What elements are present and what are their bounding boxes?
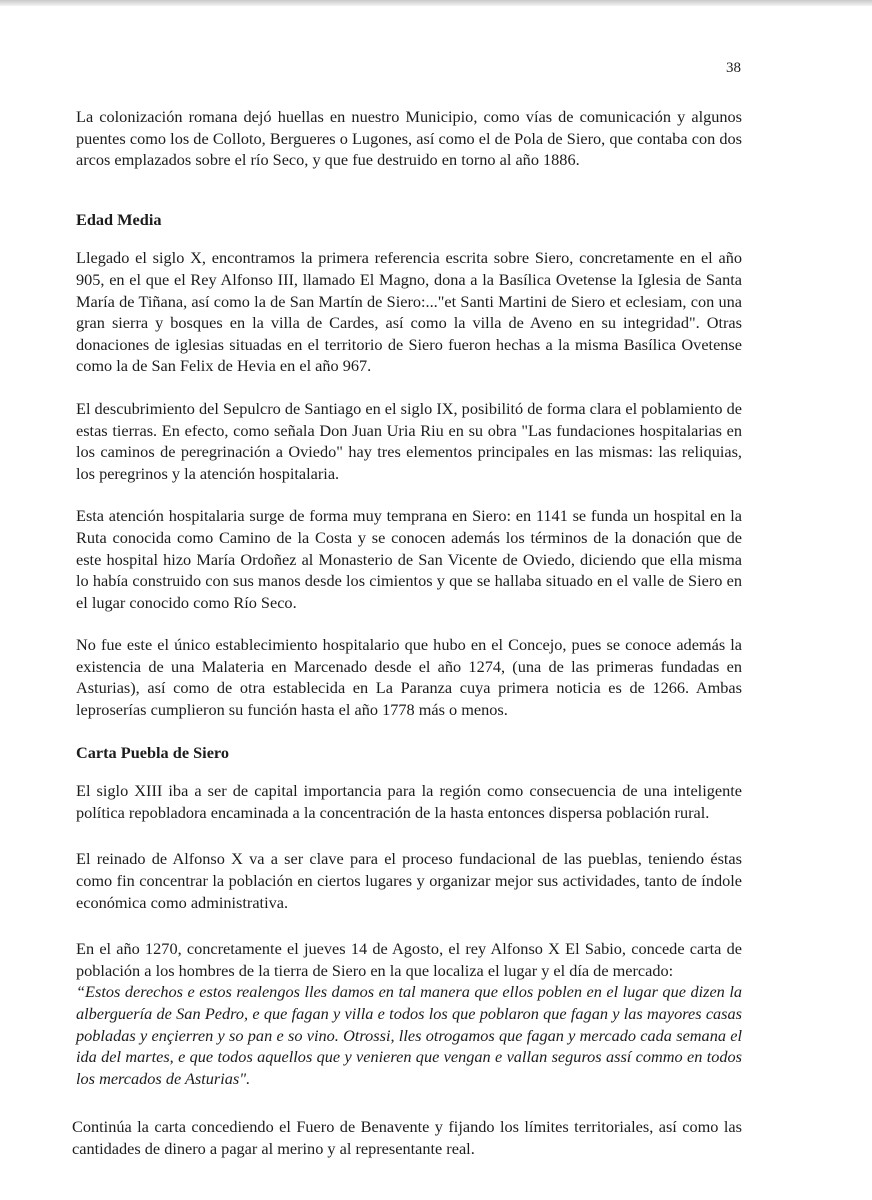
paragraph-edad-media-3: Esta atención hospitalaria surge de forma muy temprana en Siero: en 1141 se funda un hospital en la Ruta conocida como Camino de la Costa y se conocen además los términos de la donación que de este hospital hizo María Ordoñez al Monasterio de San Vicente de Oviedo, diciendo que ella misma lo había construido con sus manos desde los cimientos y que se hallaba situado en el valle de Siero en el lugar conocido como Río Seco. xyxy=(76,506,742,612)
section-heading-edad-media: Edad Media xyxy=(76,209,162,229)
page-number: 38 xyxy=(726,60,741,76)
paragraph-closing: Continúa la carta concediendo el Fuero de Benavente y fijando los límites territoriales, así como las cantidades de dinero a pagar al merino y al representante real. xyxy=(72,1117,742,1158)
intro-paragraph: La colonización romana dejó huellas en nuestro Municipio, como vías de comunicación y algunos puentes como los de Colloto, Bergueres o Lugones, así como el de Pola de Siero, que contaba con dos arcos emplazados sobre el río Seco, y que fue destruido en torno al año 1886. xyxy=(76,107,742,170)
charter-quote: “Estos derechos e estos realengos lles damos en tal manera que ellos poblen en el lugar que dizen la alberguería de San Pedro, e que fagan y villa e todos los que poblaron que fagan y las mayores casas pobladas y ençierren y so pan e so vino. Otrossi, lles otrogamos que fagan y mercado cada semana el ida del martes, e que todos aquellos que y venieren que vengan e vallan seguros assí commo en todos los mercados de Asturias". xyxy=(76,982,742,1088)
section-heading-carta-puebla: Carta Puebla de Siero xyxy=(76,742,230,762)
paragraph-edad-media-1: Llegado el siglo X, encontramos la primera referencia escrita sobre Siero, concretamente en el año 905, en el que el Rey Alfonso III, llamado El Magno, dona a la Basílica Ovetense la Iglesia de Santa María de Tiñana, así como la de San Martín de Siero:..."et Santi Martini de Siero et eclesiam, con una gran sierra y bosques en la villa de Cardes, así como la villa de Aveno en su integridad". Otras donaciones de iglesias situadas en el territorio de Siero fueron hechas a la misma Basílica Ovetense como la de San Felix de Hevia en el año 967. xyxy=(76,248,742,376)
page-top-edge xyxy=(0,0,872,6)
paragraph-carta-puebla-2: El reinado de Alfonso X va a ser clave para el proceso fundacional de las pueblas, teniendo éstas como fin concentrar la población en ciertos lugares y organizar mejor sus actividades, tanto de índole económica como administrativa. xyxy=(76,849,742,912)
paragraph-carta-puebla-1: El siglo XIII iba a ser de capital importancia para la región como consecuencia de una inteligente política repobladora encaminada a la concentración de la hasta entonces dispersa población rural. xyxy=(76,781,742,822)
paragraph-edad-media-2: El descubrimiento del Sepulcro de Santiago en el siglo IX, posibilitó de forma clara el poblamiento de estas tierras. En efecto, como señala Don Juan Uria Riu en su obra "Las fundaciones hospitalarias en los caminos de peregrinación a Oviedo" hay tres elementos principales en las mismas: las reliquias, los peregrinos y la atención hospitalaria. xyxy=(76,398,742,483)
paragraph-carta-poblacion: En el año 1270, concretamente el jueves 14 de Agosto, el rey Alfonso X El Sabio, concede carta de población a los hombres de la tierra de Siero en la que localiza el lugar y el día de mercado: xyxy=(76,939,742,980)
document-body xyxy=(72,106,742,1160)
paragraph-edad-media-4: No fue este el único establecimiento hospitalario que hubo en el Concejo, pues se conoce además la existencia de una Malateria en Marcenado desde el año 1274, (una de las primeras fundadas en Asturias), así como de otra establecida en La Paranza cuya primera noticia es de 1266. Ambas leproserías cumplieron su función hasta el año 1778 más o menos. xyxy=(76,635,742,720)
